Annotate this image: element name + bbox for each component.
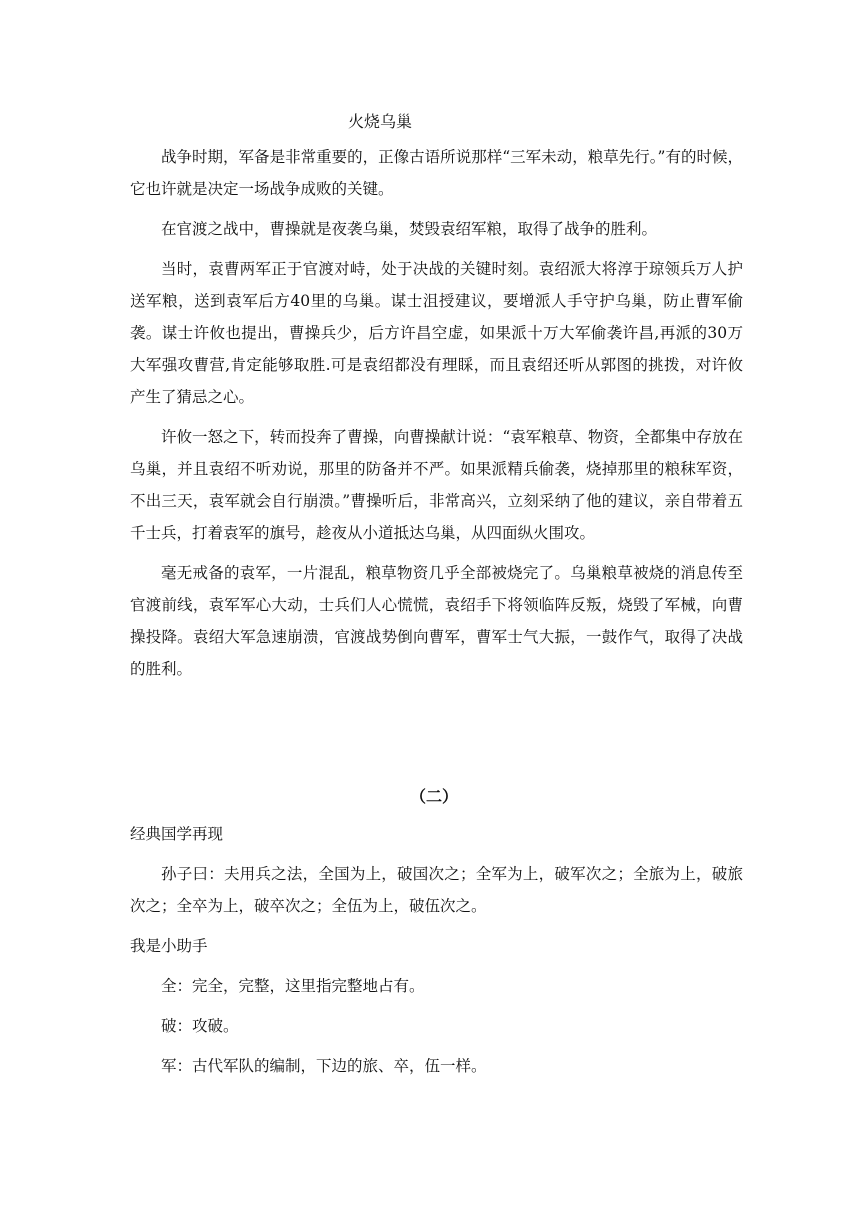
page-title: 火烧乌巢 bbox=[348, 112, 413, 131]
note-item: 破：攻破。 bbox=[161, 1017, 239, 1035]
section-number: （二） bbox=[410, 787, 459, 806]
helper-heading: 我是小助手 bbox=[130, 937, 208, 955]
classic-text: 孙子曰：夫用兵之法，全国为上，破国次之；全军为上，破军次之；全旅为上，破旅次之；全卒为上，破卒次之；全伍为上，破伍次之。 bbox=[130, 865, 743, 915]
paragraph: 当时，袁曹两军正于官渡对峙，处于决战的关键时刻。袁绍派大将淳于琼领兵万人护送军粮，送到袁军后方40里的乌巢。谋士沮授建议，要增派人手守护乌巢，防止曹军偷袭。谋士许攸也提出，曹操兵少，后方许昌空虚，如果派十万大军偷袭许昌,再派的30万大军强攻曹营,肯定能够取胜.可是袁绍都没有理睬，而且袁绍还听从郭图的挑拨，对许攸产生了猜忌之心。 bbox=[130, 260, 743, 406]
story-section bbox=[130, 141, 743, 693]
paragraph: 许攸一怒之下，转而投奔了曹操，向曹操献计说：“袁军粮草、物资，全都集中存放在乌巢，并且袁绍不听劝说，那里的防备并不严。如果派精兵偷袭，烧掉那里的粮秣军资，不出三天，袁军就会自行崩溃。”曹操听后，非常高兴，立刻采纳了他的建议，亲自带着五千士兵，打着袁军的旗号，趁夜从小道抵达乌巢，从四面纵火围攻。 bbox=[130, 428, 743, 542]
note-item: 全：完全，完整，这里指完整地占有。 bbox=[161, 977, 425, 995]
classic-section bbox=[130, 818, 743, 1090]
classic-heading: 经典国学再现 bbox=[130, 825, 224, 843]
paragraph: 在官渡之战中，曹操就是夜袭乌巢，焚毁袁绍军粮，取得了战争的胜利。 bbox=[161, 220, 658, 238]
note-item: 军：古代军队的编制，下边的旅、卒，伍一样。 bbox=[161, 1057, 487, 1075]
paragraph: 战争时期，军备是非常重要的，正像古语所说那样“三军未动，粮草先行。”有的时候，它也许就是决定一场战争成败的关键。 bbox=[130, 148, 743, 198]
paragraph: 毫无戒备的袁军，一片混乱，粮草物资几乎全部被烧完了。乌巢粮草被烧的消息传至官渡前线，袁军军心大动，士兵们人心慌慌，袁绍手下将领临阵反叛，烧毁了军械，向曹操投降。袁绍大军急速崩溃，官渡战势倒向曹军，曹军士气大振，一鼓作气，取得了决战的胜利。 bbox=[130, 564, 743, 678]
